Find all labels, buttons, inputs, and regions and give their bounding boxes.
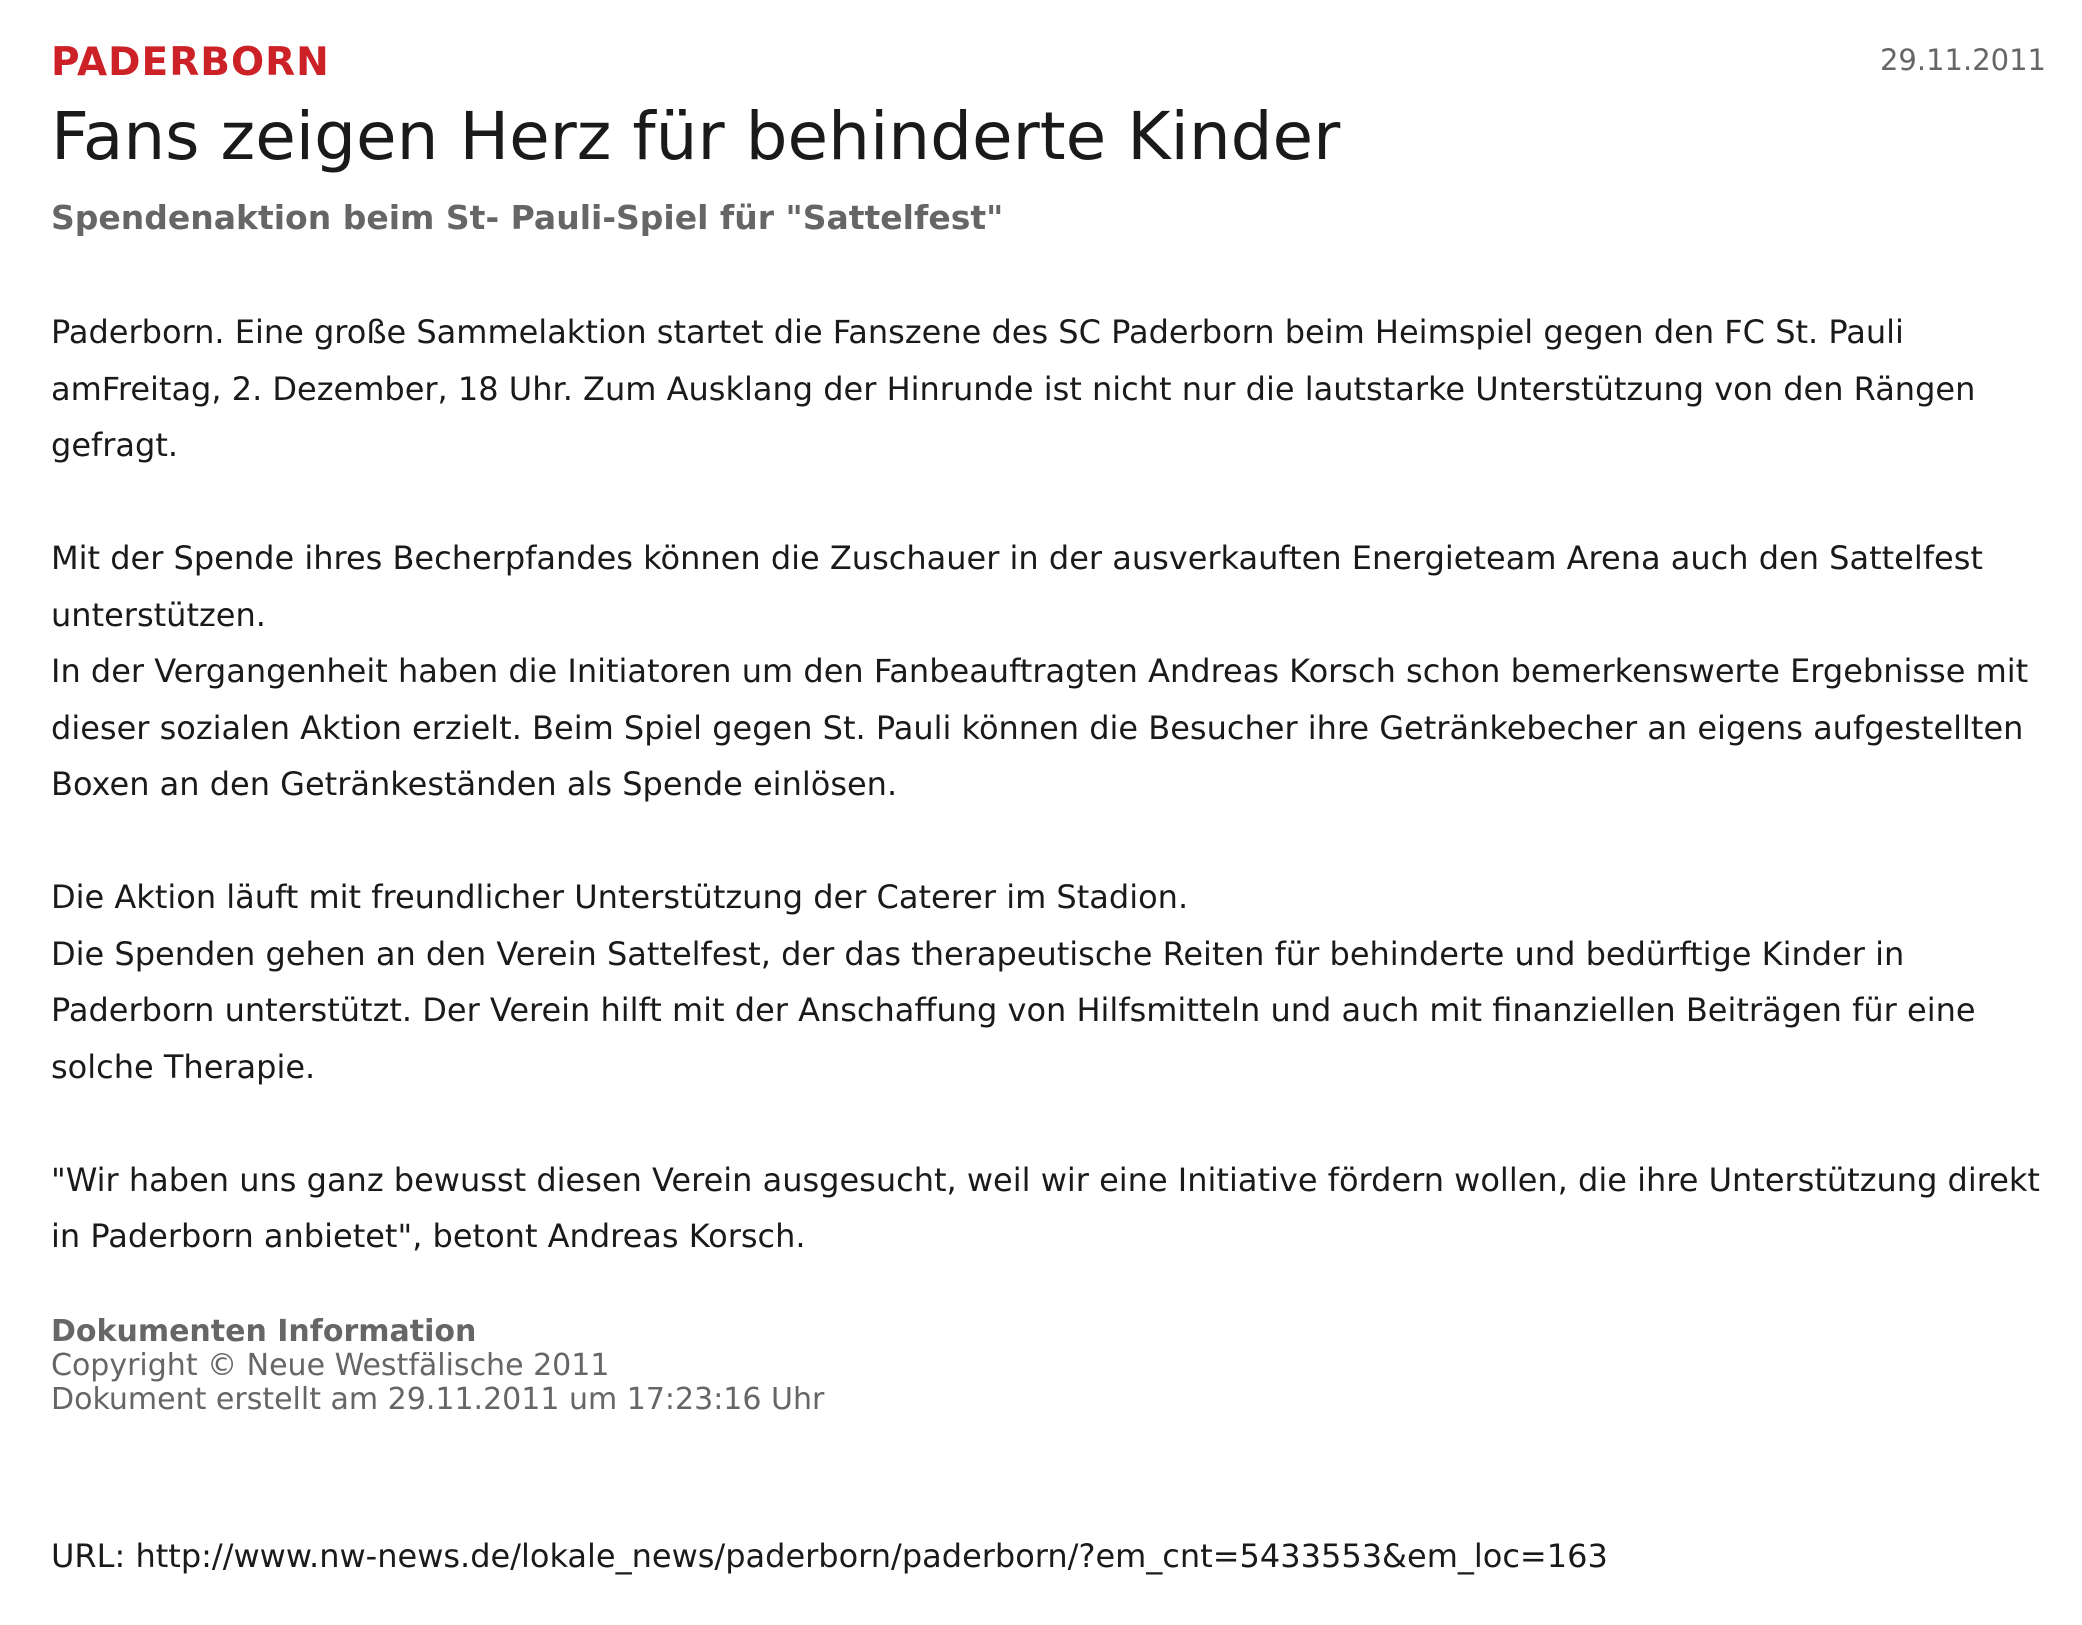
article-headline: Fans zeigen Herz für behinderte Kinder <box>51 98 1341 175</box>
docinfo-copyright: Copyright © Neue Westfälische 2011 <box>51 1347 610 1383</box>
header-row <box>51 38 2046 90</box>
paragraph-gap <box>51 474 2046 531</box>
paragraph-quote: "Wir haben uns ganz bewusst diesen Verein ausgesucht, weil wir eine Initiative fördern wollen, die ihre Unterstützung direkt in Paderborn anbietet", betont Andreas Korsch. <box>51 1160 2040 1255</box>
paragraph-intro: Paderborn. Eine große Sammelaktion startet die Fanszene des SC Paderborn beim Heimspiel gegen den FC St. Pauli amFreitag, 2. Dezember, 18 Uhr. Zum Ausklang der Hinrunde ist nicht nur die lautstarke Unterstützung von den Rängen gefragt. <box>51 313 1976 464</box>
paragraph-history: In der Vergangenheit haben die Initiatoren um den Fanbeauftragten Andreas Korsch schon bemerkenswerte Ergebnisse mit dieser sozialen Aktion erzielt. Beim Spiel gegen St. Pauli können die Besucher ihre Getränkebecher an eigens aufgestellten Boxen an den Getränkeständen als Spende einlösen. <box>51 652 2029 803</box>
paragraph-caterer: Die Aktion läuft mit freundlicher Unterstützung der Caterer im Stadion. <box>51 878 1189 916</box>
paragraph-sattelfest: Die Spenden gehen an den Verein Sattelfest, der das therapeutische Reiten für behinderte und bedürftige Kinder in Paderborn unterstützt. Der Verein hilft mit der Anschaffung von Hilfsmitteln und auch mit finanziellen Beiträgen für eine solche Therapie. <box>51 934 1976 1086</box>
source-url: URL: http://www.nw-news.de/lokale_news/paderborn/paderborn/?em_cnt=5433553&em_loc=163 <box>51 1537 1608 1575</box>
docinfo-title: Dokumenten Information <box>51 1313 477 1349</box>
section-label: PADERBORN <box>51 40 330 85</box>
paragraph-donation: Mit der Spende ihres Becherpfandes können die Zuschauer in der ausverkauften Energieteam Arena auch den Sattelfest unterstützen. <box>51 539 1983 634</box>
publication-date: 29.11.2011 <box>1879 43 2046 77</box>
article-subheadline: Spendenaktion beim St- Pauli-Spiel für "Sattelfest" <box>51 198 1004 237</box>
paragraph-gap <box>51 813 2046 870</box>
paragraph-gap <box>51 1095 2046 1152</box>
document-information <box>51 1315 2046 1417</box>
article-body <box>51 304 2046 1265</box>
docinfo-created: Dokument erstellt am 29.11.2011 um 17:23:16 Uhr <box>51 1381 825 1417</box>
article-page <box>51 38 2046 1417</box>
